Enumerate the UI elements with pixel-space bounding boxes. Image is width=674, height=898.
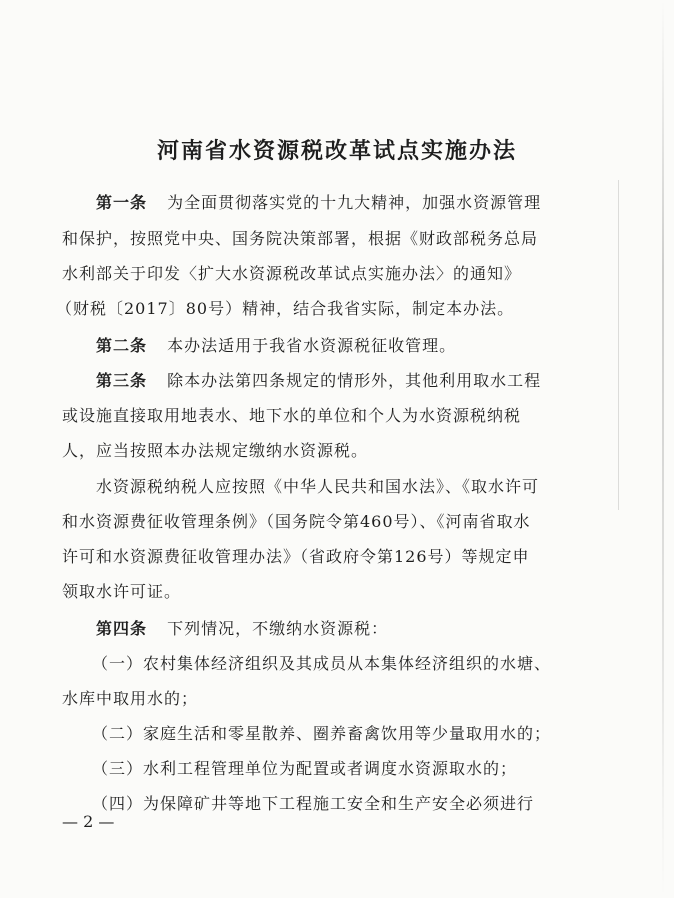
article-1-line-3: 水利部关于印发〈扩大水资源税改革试点实施办法〉的通知》	[62, 264, 522, 283]
article-4-label: 第四条	[96, 619, 148, 638]
scan-edge-line	[618, 180, 619, 510]
article-3-para2-line-2: 和水资源费征收管理条例》（国务院令第460号）、《河南省取水	[62, 512, 531, 531]
article-4-item-3: （三）水利工程管理单位为配置或者调度水资源取水的；	[92, 759, 518, 778]
article-4-text: 下列情况，不缴纳水资源税：	[167, 619, 389, 638]
article-4-first-line	[96, 616, 388, 639]
article-1-label: 第一条	[96, 193, 148, 212]
article-3-para2-line-3: 许可和水资源费征收管理办法》（省政府令第126号）等规定申	[62, 547, 530, 566]
article-1-first-line	[96, 190, 541, 213]
page-number: — 2 —	[62, 812, 115, 831]
article-4-item-2: （二）家庭生活和零星散养、圈养畜禽饮用等少量取用水的；	[92, 724, 552, 743]
article-1-line-4: （财税〔2017〕80号）精神，结合我省实际，制定本办法。	[56, 299, 515, 318]
article-3-text: 除本办法第四条规定的情形外，其他利用取水工程	[167, 371, 542, 390]
article-3-para2-line-4: 领取水许可证。	[62, 582, 182, 601]
document-title: 河南省水资源税改革试点实施办法	[156, 139, 517, 164]
article-3-line-2: 或设施直接取用地表水、地下水的单位和个人为水资源税纳税	[62, 406, 522, 425]
article-3-para2-line-1: 水资源税纳税人应按照《中华人民共和国水法》、《取水许可	[96, 477, 540, 496]
article-3-line-3: 人，应当按照本办法规定缴纳水资源税。	[62, 441, 369, 460]
article-1-text: 为全面贯彻落实党的十九大精神，加强水资源管理	[167, 193, 542, 212]
article-2-label: 第二条	[96, 336, 148, 355]
article-1-line-2: 和保护，按照党中央、国务院决策部署，根据《财政部税务总局	[62, 229, 539, 248]
article-2-line	[96, 333, 456, 356]
article-3-label: 第三条	[96, 371, 148, 390]
article-2-text: 本办法适用于我省水资源税征收管理。	[167, 336, 457, 355]
article-3-first-line	[96, 368, 541, 391]
article-4-item-1-line-2: 水库中取用水的；	[62, 689, 199, 708]
article-4-item-1-line-1: （一）农村集体经济组织及其成员从本集体经济组织的水塘、	[92, 654, 552, 673]
article-4-item-4: （四）为保障矿井等地下工程施工安全和生产安全必须进行	[92, 794, 535, 813]
